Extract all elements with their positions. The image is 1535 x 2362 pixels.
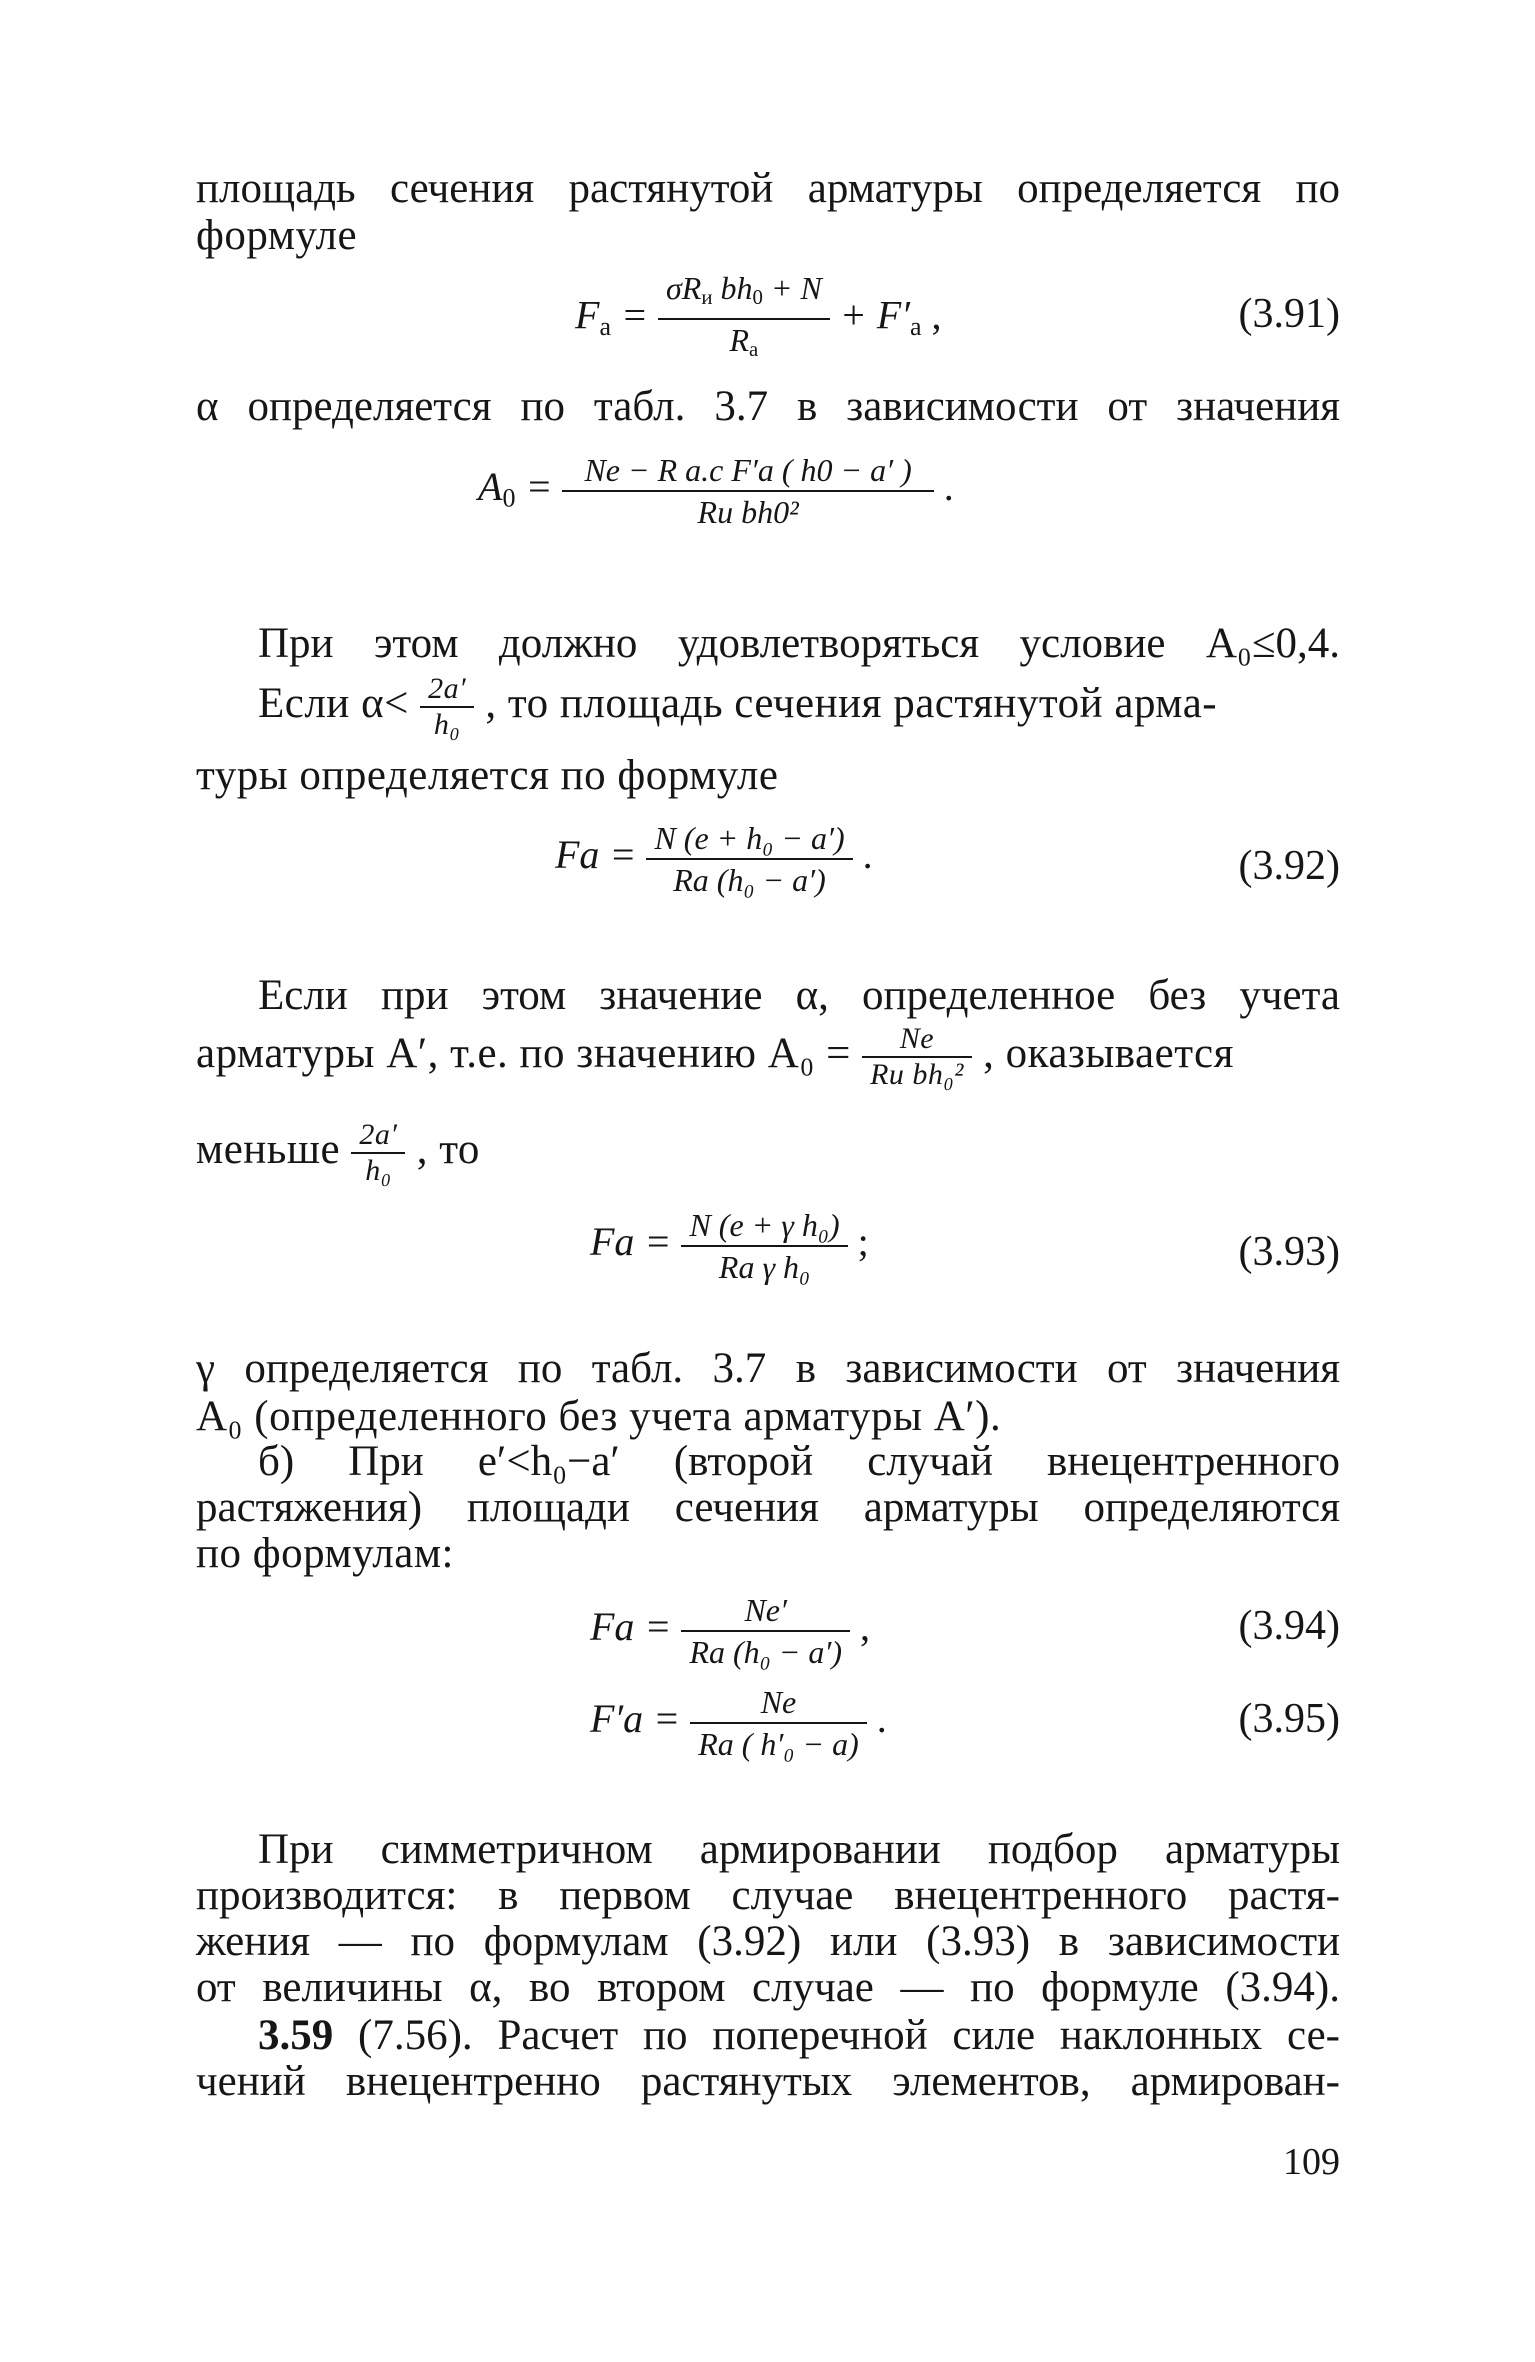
symmetric-line-3: жения — по формулам (3.92) или (3.93) в зависимости <box>196 1918 1340 1965</box>
equation-number-3-94: (3.94) <box>1238 1603 1340 1649</box>
case-b-line-2: растяжения) площади сечения арматуры определяются <box>196 1484 1340 1531</box>
symmetric-line-2: производится: в первом случае внецентренного растя- <box>196 1872 1340 1919</box>
formula-3-91: $F_а$ = $\frac{\sigma R_и bh_0 + N}{R_а}$ + $F'_а$ , <box>575 268 942 370</box>
symmetric-line-4: от величины α, во втором случае — по формуле (3.94). <box>196 1964 1340 2011</box>
para2-line-1: Если при этом значение α, определенное без учета <box>258 972 1340 1019</box>
symmetric-line-1: При симметричном армировании подбор арматуры <box>258 1826 1340 1873</box>
formula-3-95: F′а = $\frac{Ne}{\text{Rа ( h′₀ − a)}}$ . <box>590 1684 887 1762</box>
condition-text: При этом должно удовлетворяться условие A₀≤0,4. <box>258 620 1340 667</box>
page-number: 109 <box>1283 2141 1340 2183</box>
formula-3-94: Fа = $\frac{Ne'}{\text{Rа (h₀ − a′)}}$ , <box>590 1592 871 1670</box>
case-b-line-3: по формулам: <box>196 1530 454 1577</box>
formula-3-93: Fа = $\frac{\text{N (e + γ h₀)}}{\text{Rа γ h₀}}$ ; <box>590 1207 869 1285</box>
section-number: 3.59 <box>258 2012 334 2059</box>
equation-number-3-93: (3.93) <box>1238 1229 1340 1275</box>
gamma-line-1: γ определяется по табл. 3.7 в зависимости от значения <box>196 1345 1340 1392</box>
para2-line-2: арматуры A′, т.е. по значению A₀ = $\frac{Ne}{\text{Rи bh₀²}}$ , оказывается <box>196 1022 1234 1091</box>
equation-number-3-91: (3.91) <box>1238 291 1340 337</box>
alpha-text: α определяется по табл. 3.7 в зависимости от значения <box>196 383 1340 430</box>
if-alpha-line: Если α< $\frac{2a'}{\text{h₀}}$ , то площадь сечения растянутой арма- <box>258 672 1218 741</box>
section-3-59-line-2: чений внецентренно растянутых элементов, армирован- <box>196 2058 1340 2105</box>
formula-a0: $A_0$ = $\frac{\text{Ne − R а.с F′а ( h0 − a′ )}}{\text{Rи bh0²}}$ . <box>478 452 954 530</box>
intro-line-2: формуле <box>196 212 358 259</box>
equation-number-3-92: (3.92) <box>1238 843 1340 889</box>
formula-3-92: Fа = $\frac{\text{N (e + h₀ − a′)}}{\text{Rа (h₀ − a′)}}$ . <box>555 820 873 898</box>
equation-number-3-95: (3.95) <box>1238 1696 1340 1742</box>
menshe-line: меньше $\frac{2a'}{\text{h₀}}$ , то <box>196 1118 480 1187</box>
intro-line-1: площадь сечения растянутой арматуры определяется по <box>196 165 1340 212</box>
section-3-59-line-1: 3.59 (7.56). Расчет по поперечной силе наклонных се- <box>258 2012 1340 2059</box>
case-b-line-1: б) При e′<h₀−a′ (второй случай внецентренного <box>258 1438 1340 1485</box>
tury-line: туры определяется по формуле <box>196 752 779 799</box>
gamma-line-2: A₀ (определенного без учета арматуры A′). <box>196 1393 1002 1440</box>
